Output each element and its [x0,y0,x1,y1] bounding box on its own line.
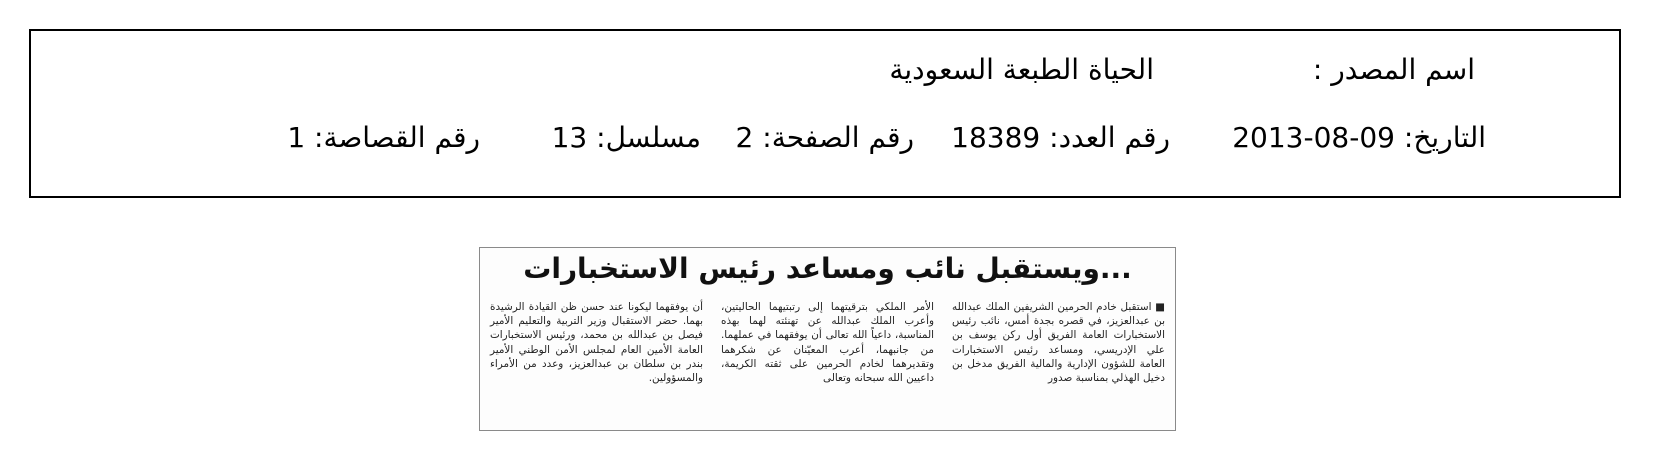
page-number-field: رقم الصفحة: 2 [735,121,914,154]
article-column-1 [952,300,1165,385]
serial-field: مسلسل: 13 [551,121,701,154]
article-paragraph: ■ استقبل خادم الحرمين الشريفين الملك عبدالله بن عبدالعزيز، في قصره بجدة أمس، نائب رئيس الاستخبارات العامة الفريق أول ركن يوسف بن علي الإدريسي، ومساعد رئيس الاستخبارات العامة للشؤون الإدارية والمالية الفريق مدخل بن دخيل الهذلي بمناسبة صدور [952,301,1165,385]
article-paragraph: الأمر الملكي بترقيتهما إلى رتبتيهما الحاليتين، وأعرب الملك عبدالله عن تهنئته لهما بهذه المناسبة، داعياً الله تعالى أن يوفقهما في عملهما. من جانبهما، أعرب المعيّنان عن شكرهما وتقديرهما لخادم الحرمين على ثقته الكريمة، داعيين الله سبحانه وتعالى [721,301,934,385]
source-value: الحياة الطبعة السعودية [889,53,1154,86]
clip-number-field: رقم القصاصة: 1 [287,121,480,154]
article-headline: ...ويستقبل نائب ومساعد رئيس الاستخبارات [523,252,1132,285]
article-column-2 [721,300,934,385]
article-column-3 [490,300,703,385]
article-body [490,300,1165,385]
date-field: التاريخ: 09-08-2013 [1232,121,1486,154]
newspaper-clipping [479,247,1176,431]
issue-number-field: رقم العدد: 18389 [951,121,1170,154]
source-metadata-box [29,29,1621,198]
article-paragraph: أن يوفقهما ليكونا عند حسن ظن القيادة الرشيدة بهما. حضر الاستقبال وزير التربية والتعليم الأمير فيصل بن عبدالله بن محمد، ورئيس الاستخبارات العامة الأمين العام لمجلس الأمن الوطني الأمير بندر بن سلطان بن عبدالعزيز، وعدد من الأمراء والمسؤولين. [490,301,703,385]
source-label: اسم المصدر : [1312,53,1475,86]
